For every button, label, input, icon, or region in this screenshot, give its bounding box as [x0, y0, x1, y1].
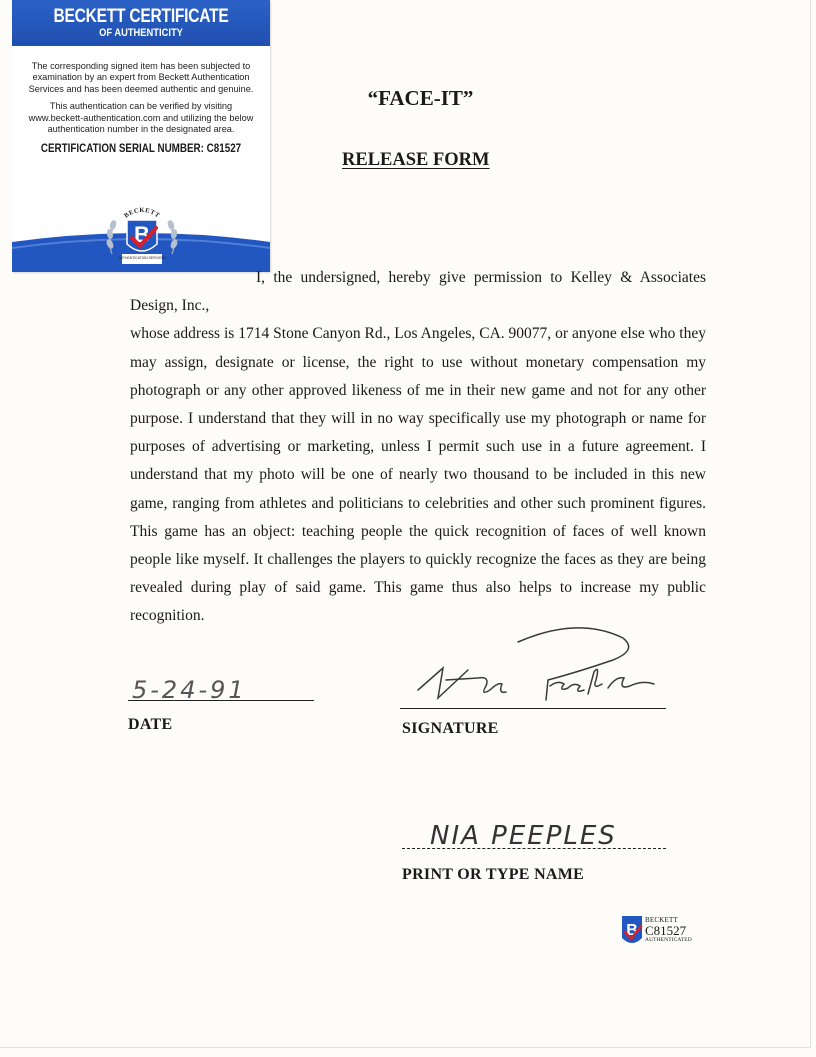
- beckett-seal-icon: [12, 198, 270, 272]
- certificate-seal-area: [12, 198, 270, 272]
- document-subtitle: RELEASE FORM: [342, 150, 490, 170]
- svg-text:B: B: [626, 922, 638, 939]
- signature-label: SIGNATURE: [402, 720, 499, 737]
- svg-text:B: B: [134, 222, 150, 247]
- certificate-paragraph-2: This authentication can be verified by visiting www.beckett-authentication.com and utilizing the below authentication number in the designated area.: [28, 101, 254, 135]
- seal-arc-text: BECKETT: [122, 206, 162, 220]
- certificate-title: BECKETT CERTIFICATE: [53, 6, 229, 27]
- print-name-value: NIA PEEPLES: [430, 821, 617, 851]
- seal-bottom-text: AUTHENTICATION SERVICES: [118, 256, 166, 260]
- certificate-subtitle: OF AUTHENTICITY: [99, 27, 183, 39]
- print-name-label: PRINT OR TYPE NAME: [402, 866, 585, 883]
- serial-sticker-text: [645, 916, 692, 944]
- signature-line: [400, 708, 666, 709]
- serial-sticker-brand: BECKETT: [645, 916, 678, 924]
- beckett-serial-sticker: [620, 914, 700, 950]
- serial-sticker-status: AUTHENTICATED: [645, 937, 692, 943]
- print-name-line: [402, 848, 666, 849]
- document-title: “FACE-IT”: [367, 86, 474, 110]
- certificate-serial-number: CERTIFICATION SERIAL NUMBER: C81527: [40, 141, 242, 156]
- date-value: 5-24-91: [132, 676, 247, 704]
- svg-text:BECKETT: [123, 207, 161, 220]
- release-paragraph: [130, 264, 706, 631]
- signature-image: [398, 620, 678, 715]
- date-line: [128, 700, 314, 701]
- beckett-logo-icon: [620, 914, 644, 948]
- certificate-sticker: [12, 0, 270, 272]
- release-body-text: whose address is 1714 Stone Canyon Rd., Los Angeles, CA. 90077, or anyone else who they may assign, designate or license, the right to use without monetary compensation my photograph or any other approved likeness of me in their new game and not for any other purpose. I understand that they will in no way specifically use my photograph or name for purposes of advertising or marketing, unless I permit such use in a future agreement. I understand that my photo will be one of nearly two thousand to be included in this new game, ranging from athletes and politicians to celebrities and other such prominent figures. This game has an object: teaching people the quick recognition of faces of well known people like myself. It challenges the players to quickly recognize the faces as they are being revealed during play of said game. This game thus also helps to increase my public recognition.: [130, 325, 706, 625]
- signature-value: Nia Peeples: [398, 620, 403, 621]
- serial-sticker-number: C81527: [645, 923, 687, 938]
- date-label: DATE: [128, 716, 173, 733]
- certificate-header: [12, 0, 270, 46]
- release-first-line: I, the undersigned, hereby give permission to Kelley & Associates Design, Inc.,: [130, 269, 706, 315]
- certificate-paragraph-1: The corresponding signed item has been subjected to examination by an expert from Beckett Authentication Services and has been deemed authentic and genuine.: [28, 61, 254, 94]
